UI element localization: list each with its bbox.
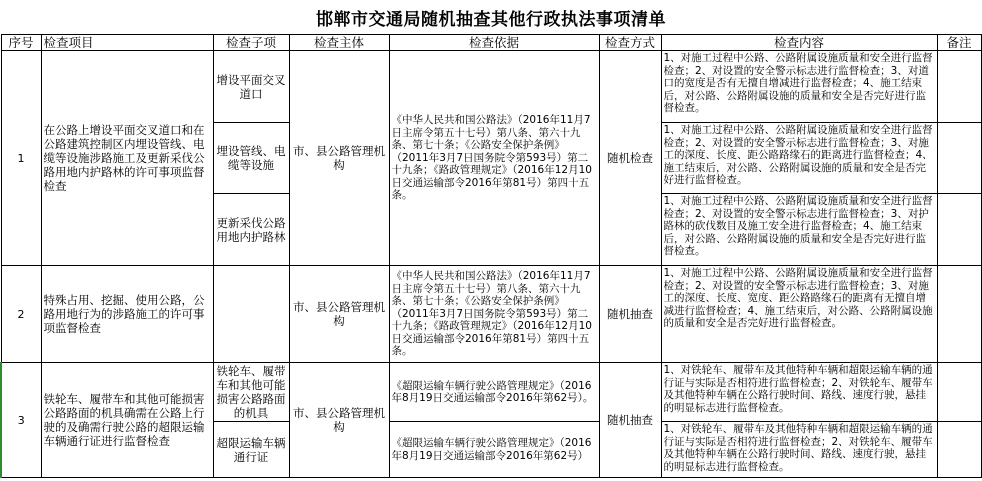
row-seq: 1 [1,51,41,266]
table-row [1,363,981,422]
row-method: 随机抽查 [599,266,661,363]
row-method: 随机检查 [599,51,661,266]
row-sub: 增设平面交叉道口 [213,51,289,123]
row-method: 随机抽查 [599,363,661,478]
row-sub: 更新采伐公路用地内护路林 [213,194,289,266]
row-basis: 《中华人民共和国公路法》（2016年11月7日主席令第五十七号）第八条、第六十九条、第七十条；《公路安全保护条例》（2011年3月7日国务院令第593号）第二十九条；《路政管理规定》（2016年12月10日交通运输部令2016年第81号）第四十五条。 [389,51,599,266]
header-content: 检查内容 [661,35,937,51]
row-note [937,363,981,422]
row-item: 铁轮车、履带车和其他可能损害公路路面的机具确需在公路上行驶的及确需行驶公路的超限运输车辆通行证进行监督检查 [41,363,213,478]
table-row [1,51,981,123]
row-sub: 铁轮车、履带车和其他可能损害公路路面的机具 [213,363,289,422]
page-title: 邯郸市交通局随机抽查其他行政执法事项清单 [316,9,666,30]
row-basis: 《中华人民共和国公路法》（2016年11月7日主席令第五十七号）第八条、第六十九条、第七十条；《公路安全保护条例》（2011年3月7日国务院令第593号）第二十九条；《路政管理规定》（2016年12月10日交通运输部令2016年第81号）第四十五条。 [389,266,599,363]
header-method: 检查方式 [599,35,661,51]
row-item: 特殊占用、挖掘、使用公路，公路用地行为的涉路施工的许可事项监督检查 [41,266,213,363]
row-subject: 市、县公路管理机构 [289,51,389,266]
row-note [937,194,981,266]
row-note [937,51,981,123]
row-note [937,123,981,194]
row-basis: 《超限运输车辆行驶公路管理规定》（2016年8月19日交通运输部令2016年第62号） [389,422,599,478]
header-basis: 检查依据 [389,35,599,51]
header-subject: 检查主体 [289,35,389,51]
row-content: 1、对铁轮车、履带车及其他特种车辆和超限运输车辆的通行证与实际是否相符进行监督检查；2、对铁轮车、履带车及其他特种车辆在公路行驶时间、路线、速度行驶，悬挂的明显标志进行监督检查。 [661,422,937,478]
row-subject: 市、县公路管理机构 [289,363,389,478]
row-content: 1、对施工过程中公路、公路附属设施质量和安全进行监督检查；2、对设置的安全警示标志进行监督检查；3、对道口的宽度是否有无擅自增减进行监督检查；4、施工结束后，对公路、公路附属设施的质量和安全是否完好进行监督检查。 [661,51,937,123]
header-note: 备注 [937,35,981,51]
row-subject: 市、县公路管理机构 [289,266,389,363]
inspection-table [0,34,982,478]
row-note [937,266,981,363]
row-content: 1、对施工过程中公路、公路附属设施质量和安全进行监督检查；2、对设置的安全警示标志进行监督检查；3、对护路林的砍伐数目及施工安全进行监督检查；4、施工结束后，对公路、公路附属设施的质量和安全是否完好进行监督检查。 [661,194,937,266]
header-item: 检查项目 [41,35,213,51]
header-sub: 检查子项 [213,35,289,51]
row-sub: 埋设管线、电缆等设施 [213,123,289,194]
row-note [937,422,981,478]
header-seq: 序号 [1,35,41,51]
row-sub: 超限运输车辆通行证 [213,422,289,478]
row-content: 1、对铁轮车、履带车及其他特种车辆和超限运输车辆的通行证与实际是否相符进行监督检查；2、对铁轮车、履带车及其他特种车辆在公路行驶时间、路线、速度行驶，悬挂的明显标志进行监督检查。 [661,363,937,422]
row-content: 1、对施工过程中公路、公路附属设施质量和安全进行监督检查；2、对设置的安全警示标志进行监督检查；3、对施工的深度、长度、宽度、距公路路缘石的距离有无擅自增减进行监督检查；4、施工结束后，对公路、公路附属设施的质量和安全是否完好进行监督检查。 [661,266,937,363]
row-sub [213,266,289,363]
row-seq: 3 [1,363,41,478]
row-content: 1、对施工过程中公路、公路附属设施质量和安全进行监督检查；2、对设置的安全警示标志进行监督检查；3、对施工的深度、长度、距公路路缘石的距离进行监督检查；4、施工结束后，对公路、公路附属设施的质量和安全是否完好进行监督检查。 [661,123,937,194]
header-row [1,35,981,51]
row-basis: 《超限运输车辆行驶公路管理规定》（2016年8月19日交通运输部令2016年第62号）。 [389,363,599,422]
row-seq: 2 [1,266,41,363]
table-row [1,266,981,363]
row-item: 在公路上增设平面交叉道口和在公路建筑控制区内埋设管线、电缆等设施涉路施工及更新采伐公路用地内护路林的许可事项监督检查 [41,51,213,266]
